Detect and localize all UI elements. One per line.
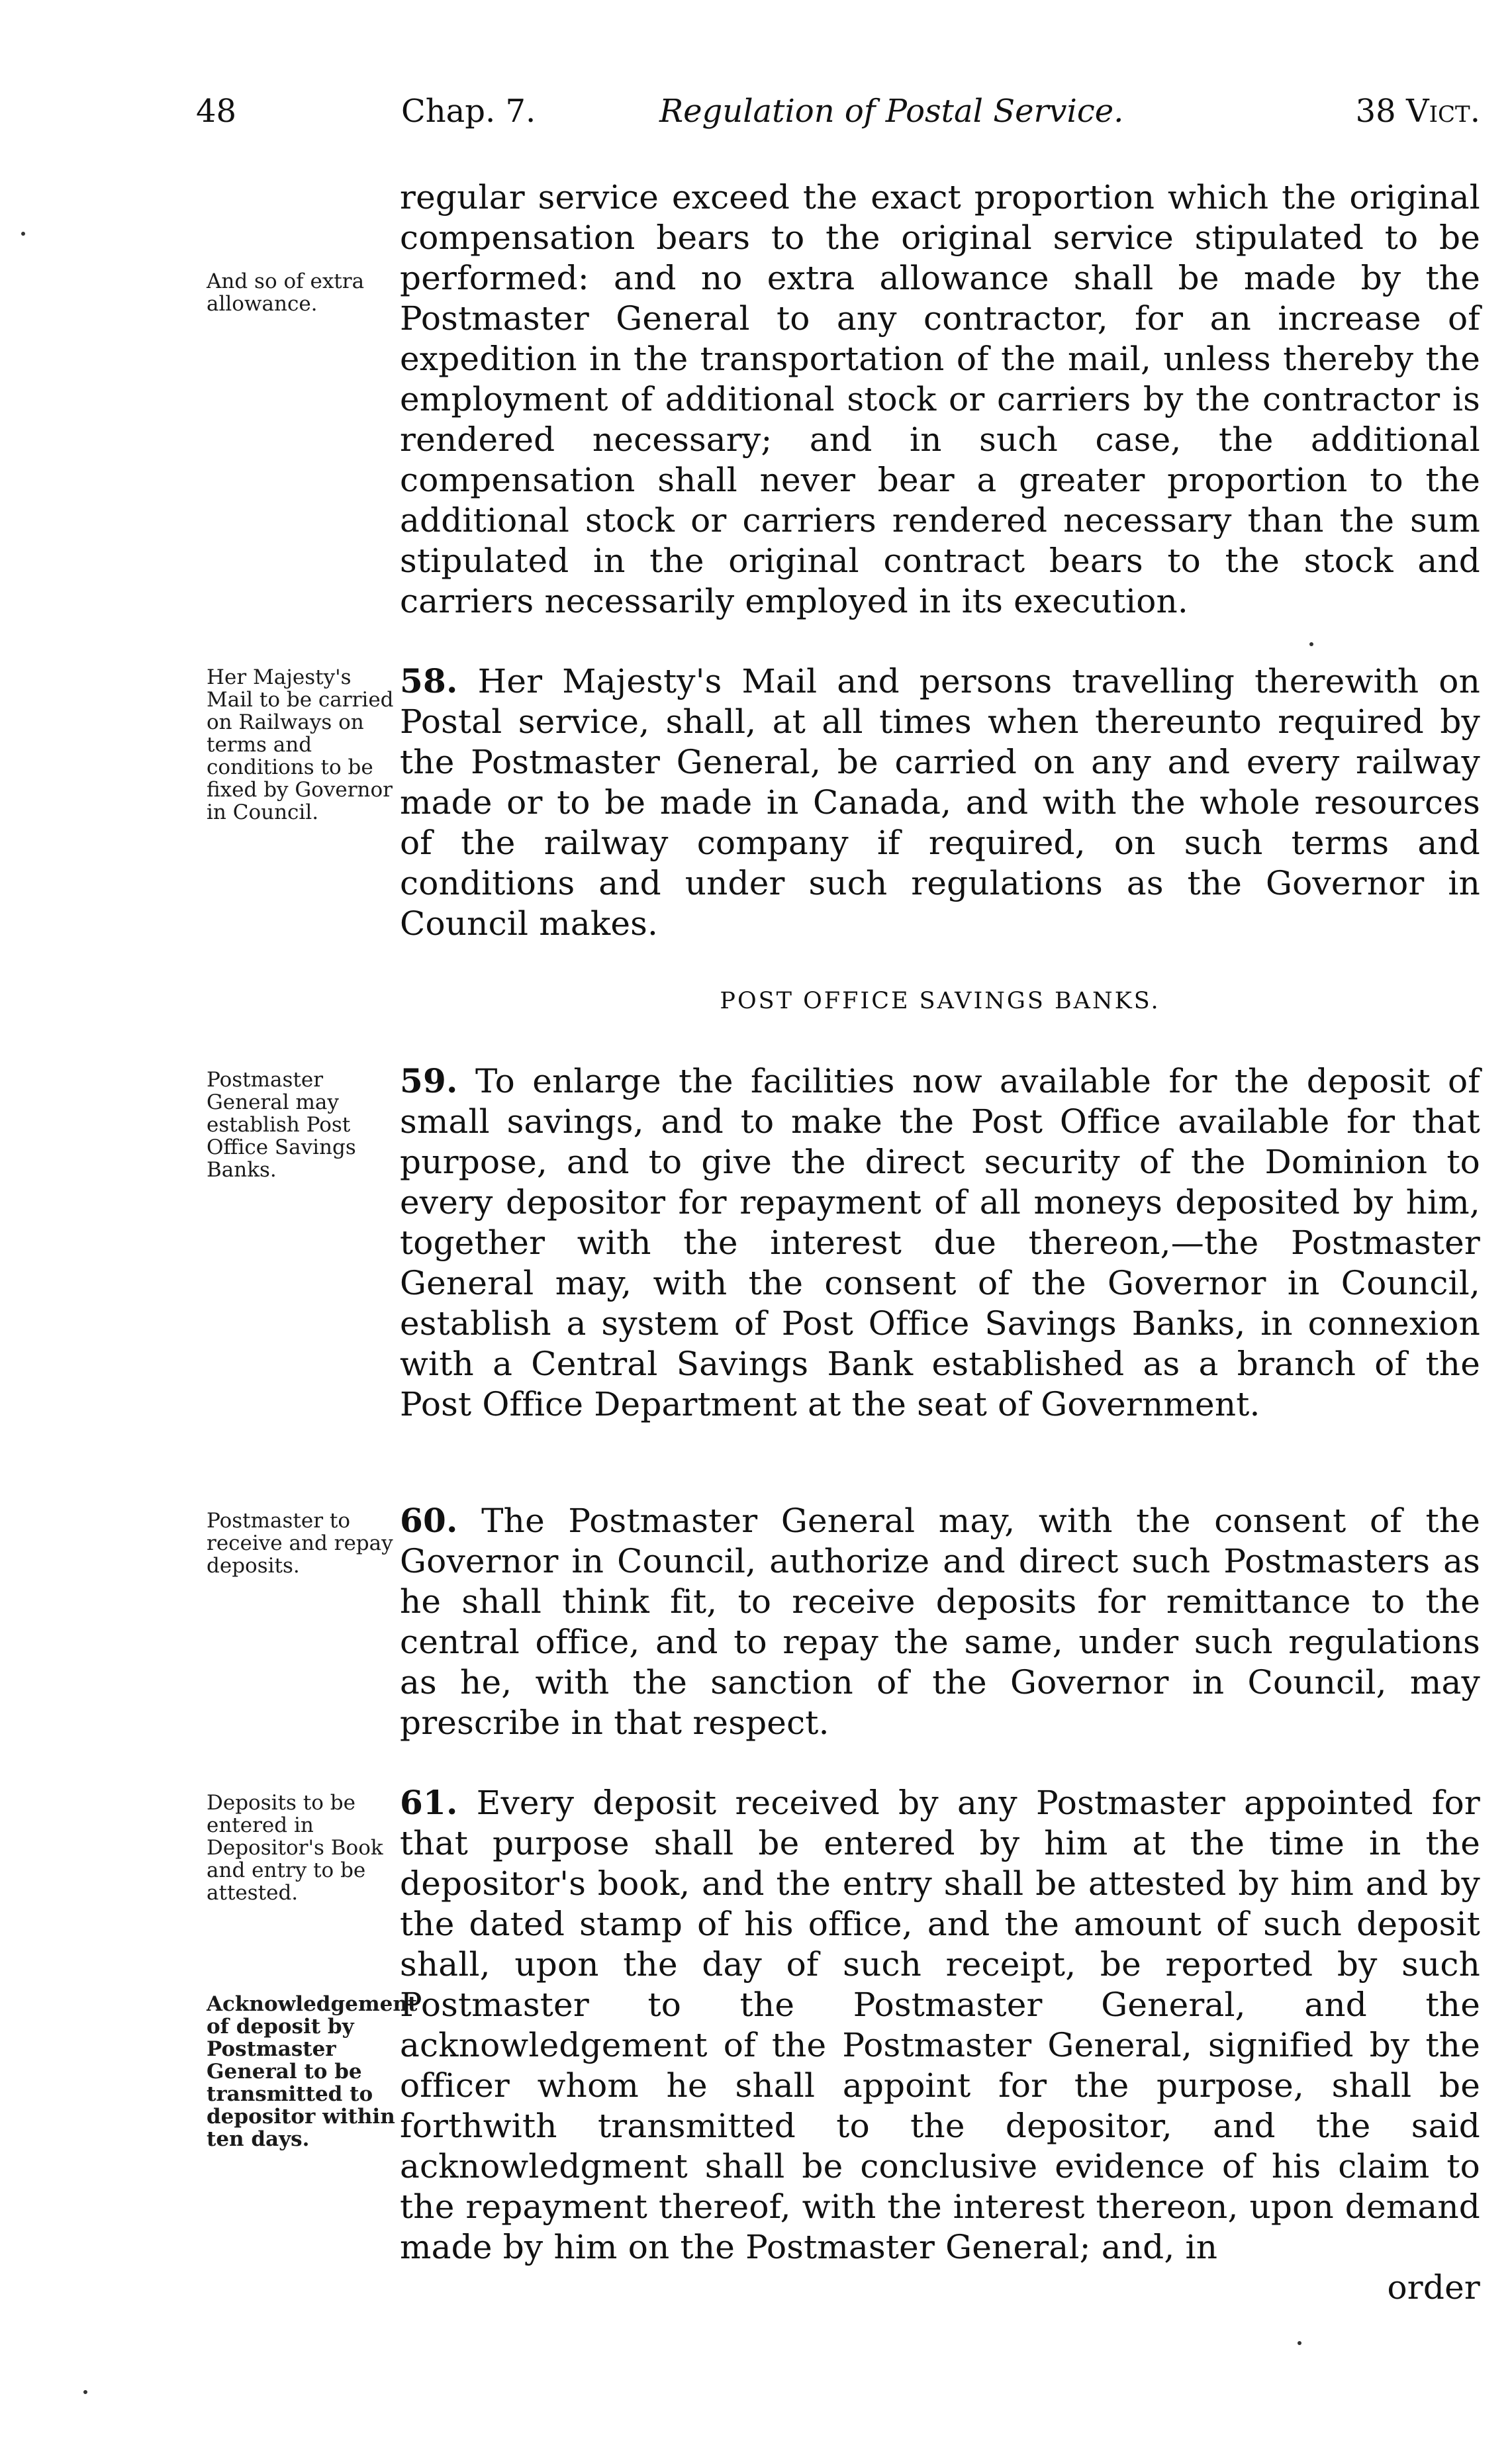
continuation-paragraph (400, 177, 1480, 622)
section-61 (400, 1782, 1480, 2308)
scan-speck (21, 232, 25, 236)
section-text: To enlarge the facilities now available for the deposit of small savings, and to make the Post Office available for that purpose, and to give the direct security of the Dominion to every depositor for repayment of all moneys deposited by him, together with the interest due thereon,—the Postmaster General may, with the consent of the Governor in Council, establish a system of Post Office Savings Banks, in connexion with a Central Savings Bank established as a branch of the Post Office Department at the seat of Government. (400, 1062, 1481, 1423)
running-header (196, 93, 1480, 146)
page-number: 48 (196, 93, 237, 130)
regnal-year: 38 Vict. (1355, 93, 1480, 130)
running-title: Regulation of Postal Service. (659, 93, 1124, 130)
sidenote-section-61: Deposits to be entered in Depositor's Book and entry to be attested. (207, 1791, 383, 1905)
section-number: 58. (400, 661, 458, 700)
section-59 (400, 1061, 1480, 1425)
sidenote-section-60: Postmaster to receive and repay deposits. (207, 1509, 393, 1578)
section-number: 60. (400, 1501, 458, 1540)
scan-speck (83, 2390, 87, 2394)
section-text: Every deposit received by any Postmaster appointed for that purpose shall be entered by him at the time in the depositor's book, and the entry shall be attested by him and by the dated stamp of his office, and the amount of such deposit shall, upon the day of such receipt, be reported by such Postmaster to the Postmaster General, and the acknowledgement of the Postmaster General, signified by the officer whom he shall appoint for the purpose, shall be forthwith transmitted to the depositor, and the said acknowledgment shall be conclusive evidence of his claim to the repayment thereof, with the interest thereon, upon demand made by him on the Postmaster General; and, in (400, 1784, 1480, 2266)
section-text: The Postmaster General may, with the consent of the Governor in Council, authorize and direct such Postmasters as he shall think fit, to receive deposits for remittance to the central office, and to repay the same, under such regulations as he, with the sanction of the Governor in Council, may prescribe in that respect. (400, 1502, 1480, 1742)
scan-speck (1298, 2341, 1301, 2345)
sidenote-section-59: Postmaster General may establish Post Office Savings Banks. (207, 1068, 356, 1182)
section-60 (400, 1500, 1480, 1743)
catchword: order (1387, 2268, 1480, 2307)
sidenote-section-58: Her Majesty's Mail to be carried on Railways on terms and conditions to be fixed by Governor in Council. (207, 665, 394, 824)
section-heading: POST OFFICE SAVINGS BANKS. (720, 988, 1160, 1014)
section-text: Her Majesty's Mail and persons travelling therewith on Postal service, shall, at all times when thereunto required by the Postmaster General, be carried on any and every railway made or to be made in Canada, and with the whole resources of the railway company if required, on such terms and conditions and under such regulations as the Governor in Council makes. (400, 662, 1480, 943)
scan-speck (1309, 642, 1313, 646)
continuation-text: regular service exceed the exact proportion which the original compensation bears to the original service stipulated to be performed: and no extra allowance shall be made by the Postmaster General to any contractor, for an increase of expedition in the transportation of the mail, unless thereby the employment of additional stock or carriers by the contractor is rendered necessary; and in such case, the additional compensation shall never bear a greater proportion to the additional stock or carriers rendered necessary than the sum stipulated in the original contract bears to the stock and carriers necessarily employed in its execution. (400, 178, 1480, 620)
chapter-label: Chap. 7. (401, 93, 536, 130)
section-number: 61. (400, 1783, 458, 1822)
sidenote-extra-allowance: And so of extra allowance. (207, 269, 365, 316)
sidenote-section-61-acknowledgement: Acknowledgement of deposit by Postmaster General to be transmitted to depositor within ten days. (207, 1992, 418, 2151)
section-number: 59. (400, 1061, 458, 1100)
section-58 (400, 661, 1480, 944)
